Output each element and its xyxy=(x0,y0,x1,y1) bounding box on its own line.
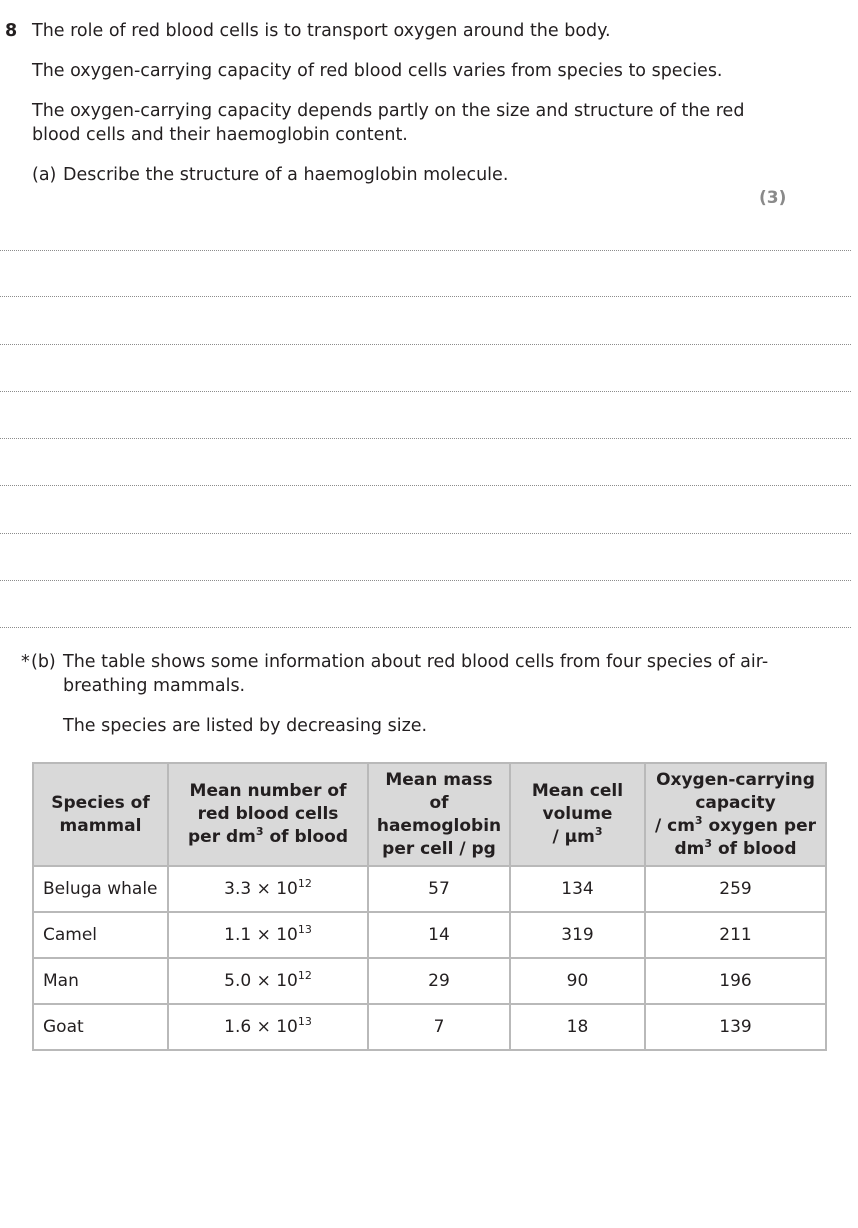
cell-haemoglobin-mass: 7 xyxy=(368,1004,510,1050)
header-text: volume xyxy=(542,804,613,824)
answer-line[interactable] xyxy=(0,344,851,345)
header-text: Mean cell xyxy=(531,781,624,801)
cell-haemoglobin-mass: 29 xyxy=(368,958,510,1004)
rbc-exponent: 12 xyxy=(297,969,312,982)
rbc-exponent: 13 xyxy=(297,923,312,936)
header-text: capacity xyxy=(695,792,776,813)
cell-volume: 134 xyxy=(510,866,645,912)
header-oxygen-capacity xyxy=(645,763,826,866)
cell-rbc-count xyxy=(168,1004,368,1050)
header-text: / cm xyxy=(654,815,695,836)
header-text: of blood xyxy=(263,827,348,847)
cell-haemoglobin-mass: 14 xyxy=(368,912,510,958)
cell-haemoglobin-mass: 57 xyxy=(368,866,510,912)
cell-species: Camel xyxy=(33,912,168,958)
header-text: Mean mass of xyxy=(385,769,493,813)
answer-line[interactable] xyxy=(0,250,851,251)
cell-species: Man xyxy=(33,958,168,1004)
intro-line-1: The role of red blood cells is to transport oxygen around the body. xyxy=(32,21,611,41)
header-superscript: 3 xyxy=(594,825,603,838)
intro-line-4: blood cells and their haemoglobin content. xyxy=(32,125,408,145)
answer-line[interactable] xyxy=(0,391,851,392)
answer-line[interactable] xyxy=(0,580,851,581)
part-b-label: (b) xyxy=(31,652,56,672)
header-haemoglobin-mass xyxy=(368,763,510,866)
cell-volume: 18 xyxy=(510,1004,645,1050)
cell-volume: 319 xyxy=(510,912,645,958)
answer-line[interactable] xyxy=(0,627,851,628)
part-a-marks: (3) xyxy=(759,188,787,208)
header-text: Oxygen-carrying xyxy=(656,769,815,790)
part-b-star: * xyxy=(21,652,30,672)
question-number: 8 xyxy=(5,21,18,41)
intro-line-3: The oxygen-carrying capacity depends partly on the size and structure of the red xyxy=(32,101,745,121)
header-text: dm xyxy=(674,838,705,859)
table-row xyxy=(33,912,826,958)
answer-line[interactable] xyxy=(0,485,851,486)
rbc-exponent: 12 xyxy=(297,877,312,890)
answer-line[interactable] xyxy=(0,533,851,534)
header-text: oxygen per xyxy=(702,815,817,836)
header-text: mammal xyxy=(59,815,142,836)
part-b-note: The species are listed by decreasing size. xyxy=(63,716,428,736)
table-row xyxy=(33,866,826,912)
header-species xyxy=(33,763,168,866)
cell-oxygen-capacity: 196 xyxy=(645,958,826,1004)
rbc-base: 1.1 × 10 xyxy=(224,925,298,945)
answer-line[interactable] xyxy=(0,296,851,297)
cell-volume: 90 xyxy=(510,958,645,1004)
part-b-question-line-2: breathing mammals. xyxy=(63,676,246,696)
header-text: Species of xyxy=(51,792,150,813)
header-superscript: 3 xyxy=(704,836,713,850)
header-text: haemoglobin xyxy=(376,815,502,836)
header-superscript: 3 xyxy=(694,813,703,827)
cell-rbc-count xyxy=(168,912,368,958)
intro-line-2: The oxygen-carrying capacity of red blood cells varies from species to species. xyxy=(32,61,723,81)
rbc-base: 1.6 × 10 xyxy=(224,1017,298,1037)
answer-line[interactable] xyxy=(0,438,851,439)
part-a-question: Describe the structure of a haemoglobin molecule. xyxy=(63,165,509,185)
rbc-exponent: 13 xyxy=(297,1015,312,1028)
header-cell-volume xyxy=(510,763,645,866)
table-header-row xyxy=(33,763,826,866)
part-b-question-line-1: The table shows some information about red blood cells from four species of air- xyxy=(63,652,769,672)
cell-species: Beluga whale xyxy=(33,866,168,912)
header-text: of blood xyxy=(712,838,797,859)
header-text: Mean number of xyxy=(189,781,347,801)
cell-oxygen-capacity: 139 xyxy=(645,1004,826,1050)
header-red-blood-cells xyxy=(168,763,368,866)
rbc-base: 5.0 × 10 xyxy=(224,971,298,991)
cell-rbc-count xyxy=(168,866,368,912)
cell-oxygen-capacity: 259 xyxy=(645,866,826,912)
red-blood-cell-table xyxy=(32,762,827,1051)
header-text: per cell / pg xyxy=(382,838,496,859)
header-superscript: 3 xyxy=(255,825,264,838)
cell-species: Goat xyxy=(33,1004,168,1050)
cell-oxygen-capacity: 211 xyxy=(645,912,826,958)
table-row xyxy=(33,958,826,1004)
header-text: / µm xyxy=(552,827,595,847)
header-text: red blood cells xyxy=(197,804,339,824)
table-row xyxy=(33,1004,826,1050)
part-a-label: (a) xyxy=(32,165,57,185)
header-text: per dm xyxy=(188,827,256,847)
cell-rbc-count xyxy=(168,958,368,1004)
rbc-base: 3.3 × 10 xyxy=(224,879,298,899)
